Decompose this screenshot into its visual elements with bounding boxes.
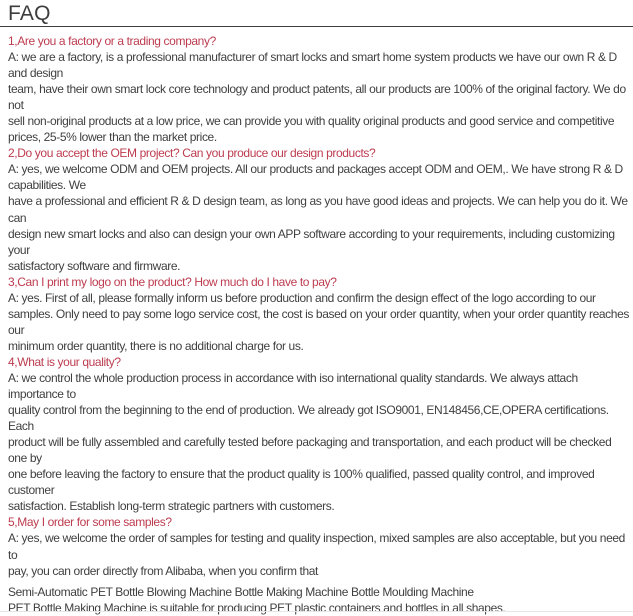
faq-answer-line: have a professional and efficient R & D design team, as long as you have good ideas and projects. We can help you do it. We xyxy=(8,194,628,209)
faq-answer-line: A: yes, we welcome ODM and OEM projects. All our products and packages accept ODM and OEM,. We have strong R & D xyxy=(8,162,623,177)
product-description-line: Semi-Automatic PET Bottle Blowing Machine Bottle Making Machine Bottle Moulding Machine xyxy=(8,584,474,599)
faq-answer-line: importance to xyxy=(8,387,76,402)
faq-answer-line: prices, 25-5% lower than the market price. xyxy=(8,130,217,145)
faq-answer-line: your xyxy=(8,242,30,257)
faq-question: 3,Can I print my logo on the product? How much do I have to pay? xyxy=(8,274,337,289)
faq-answer-line: pay, you can order directly from Alibaba, when you confirm that xyxy=(8,563,319,578)
faq-answer-line: A: we control the whole production process in accordance with iso international quality standards. We always attach xyxy=(8,370,578,385)
faq-answer-line: and design xyxy=(8,66,63,81)
page-title: FAQ xyxy=(8,2,51,25)
faq-answer-line: satisfaction. Establish long-term strategic partners with customers. xyxy=(8,499,335,514)
faq-content xyxy=(0,27,633,616)
faq-answer-line: Each xyxy=(8,419,34,434)
faq-question: 4,What is your quality? xyxy=(8,354,121,369)
faq-answer-line: A: we are a factory, is a professional manufacturer of smart locks and smart home system products we have our own R & D xyxy=(8,50,617,65)
faq-item-5 xyxy=(8,514,625,578)
faq-item-2 xyxy=(8,145,628,273)
product-description-line: PET Bottle Making Machine is suitable for producing PET plastic containers and bottles in all shapes. xyxy=(8,600,506,615)
faq-answer-line: one by xyxy=(8,451,42,466)
faq-answer-line: satisfactory software and firmware. xyxy=(8,258,181,273)
faq-question: 5,May I order for some samples? xyxy=(8,515,172,530)
faq-answer-line: not xyxy=(8,98,24,113)
faq-question: 1,Are you a factory or a trading company? xyxy=(8,34,216,48)
faq-answer-line: can xyxy=(8,210,27,225)
faq-answer-line: one before leaving the factory to ensure that the product quality is 100% qualified, passed quality control, and improved xyxy=(8,467,595,482)
faq-item-3 xyxy=(8,274,630,354)
faq-answer-line: to xyxy=(8,547,18,562)
faq-answer-line: samples. Only need to pay some logo service cost, the cost is based on your order quantity, when your order quantity reaches xyxy=(8,306,630,321)
faq-answer-line: quality control from the beginning to the end of production. We already got ISO9001, EN148456,CE,OPERA certifications. xyxy=(8,403,609,418)
faq-answer-line: team, have their own smart lock core technology and product patents, all our products are 100% of the original factory. We do xyxy=(8,82,626,97)
faq-answer-line: sell non-original products at a low price, we can provide you with quality original products and good service and competitive xyxy=(8,114,615,129)
bottom-divider xyxy=(0,611,633,612)
faq-answer-line: capabilities. We xyxy=(8,178,86,193)
faq-answer-line: product will be fully assembled and carefully tested before packaging and transportation, and each product will be checked xyxy=(8,435,612,450)
faq-answer-line: A: yes, we welcome the order of samples for testing and quality inspection, mixed samples are also acceptable, but you need xyxy=(8,531,625,546)
faq-answer-line: A: yes. First of all, please formally inform us before production and confirm the design effect of the logo according to our xyxy=(8,290,596,305)
faq-item-4 xyxy=(8,354,625,514)
faq-answer-line: customer xyxy=(8,483,55,498)
faq-item-1 xyxy=(8,33,625,145)
faq-answer-line: minimum order quantity, there is no additional charge for us. xyxy=(8,338,304,353)
faq-answer-line: our xyxy=(8,322,25,337)
faq-question: 2,Do you accept the OEM project? Can you produce our design products? xyxy=(8,146,376,161)
faq-answer-line: design new smart locks and also can design your own APP software according to your requirements, including customizing xyxy=(8,226,615,241)
